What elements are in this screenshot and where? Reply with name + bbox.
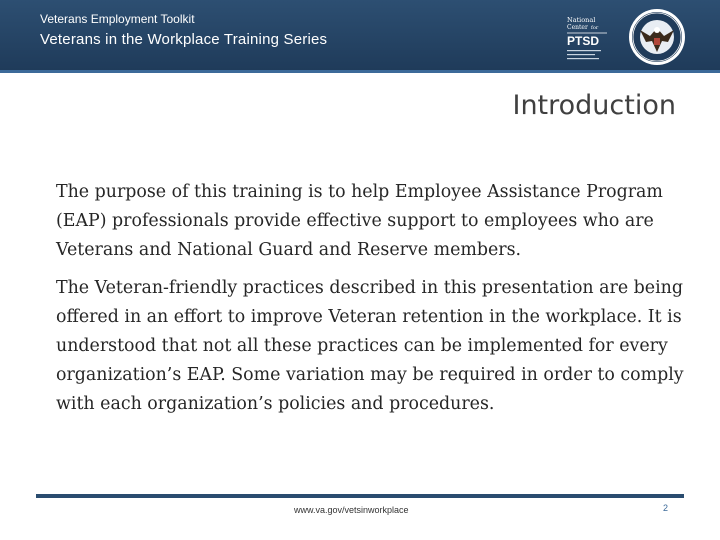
ptsd-logo-line2: Center [567, 24, 588, 31]
slide-body [56, 178, 684, 428]
ptsd-logo-line1: National [567, 16, 596, 24]
page-number: 2 [663, 503, 669, 513]
body-paragraph-1: The purpose of this training is to help Employee Assistance Program (EAP) professionals provide effective support to employees who are Veterans and National Guard and Reserve members. [56, 182, 663, 260]
ptsd-logo-icon [561, 12, 613, 64]
header-accent-line [0, 70, 720, 73]
body-paragraph-2: The Veteran-friendly practices described in this presentation are being offered in an effort to improve Veteran retention in the workplace. It is understood that not all these practices can be implemented for every organization’s EAP. Some variation may be required in order to comply with each organization’s policies and procedures. [56, 278, 684, 414]
ptsd-logo-line3: for [591, 25, 599, 31]
header-banner [0, 0, 720, 70]
series-title: Veterans in the Workplace Training Series [40, 31, 328, 48]
footer-url: www.va.gov/vetsinworkplace [294, 505, 409, 515]
slide-title: Introduction [512, 90, 676, 121]
toolkit-title: Veterans Employment Toolkit [40, 12, 195, 26]
footer-divider [36, 494, 684, 498]
ptsd-logo-line4: PTSD [567, 34, 600, 48]
va-seal-icon [628, 8, 686, 66]
